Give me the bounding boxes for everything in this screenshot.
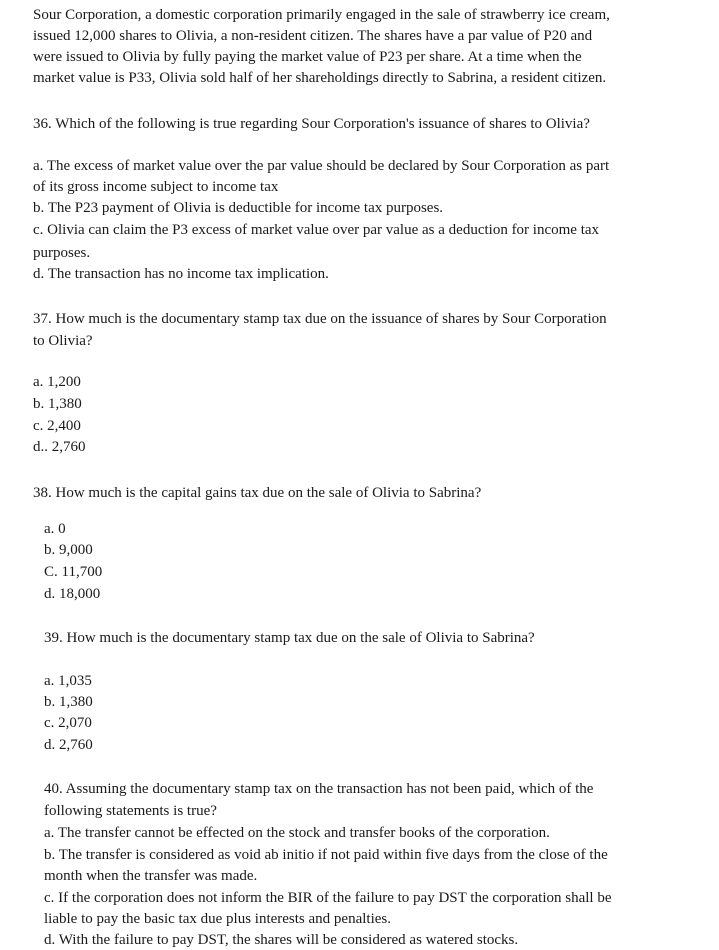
choice-line: c. 2,400 [33, 418, 81, 434]
choice-line: d. 18,000 [44, 586, 101, 602]
intro-line: issued 12,000 shares to Olivia, a non-resident citizen. The shares have a par value of P20 and [33, 28, 593, 44]
intro-line: market value is P33, Olivia sold half of her shareholdings directly to Sabrina, a resident citizen. [33, 70, 607, 86]
question-text: following statements is true? [44, 803, 217, 819]
question-text: 37. How much is the documentary stamp tax due on the issuance of shares by Sour Corporation [33, 311, 607, 327]
question-text: 39. How much is the documentary stamp tax due on the sale of Olivia to Sabrina? [44, 630, 535, 646]
choice-line: a. The excess of market value over the par value should be declared by Sour Corporation as part [33, 158, 610, 174]
question-text: 38. How much is the capital gains tax due on the sale of Olivia to Sabrina? [33, 485, 482, 501]
intro-line: were issued to Olivia by fully paying the market value of P23 per share. At a time when the [33, 49, 582, 65]
choice-line: d. With the failure to pay DST, the shares will be considered as watered stocks. [44, 932, 519, 948]
choice-line: c. 2,070 [44, 715, 92, 731]
choice-line: d. The transaction has no income tax implication. [33, 266, 329, 282]
choice-line: a. 0 [44, 521, 66, 537]
choice-line: C. 11,700 [44, 564, 103, 580]
choice-line: c. Olivia can claim the P3 excess of market value over par value as a deduction for income tax [33, 222, 600, 238]
choice-line: a. The transfer cannot be effected on the stock and transfer books of the corporation. [44, 825, 550, 841]
choice-line: of its gross income subject to income tax [33, 179, 279, 195]
choice-line: month when the transfer was made. [44, 868, 258, 884]
intro-line: Sour Corporation, a domestic corporation primarily engaged in the sale of strawberry ice cream, [33, 7, 610, 23]
choice-line: a. 1,035 [44, 673, 92, 689]
choice-line: b. 9,000 [44, 542, 93, 558]
choice-line: b. 1,380 [44, 694, 93, 710]
choice-line: purposes. [33, 245, 91, 261]
choice-line: c. If the corporation does not inform the BIR of the failure to pay DST the corporation shall be [44, 890, 612, 906]
question-text: to Olivia? [33, 333, 93, 349]
question-text: 40. Assuming the documentary stamp tax on the transaction has not been paid, which of the [44, 781, 594, 797]
choice-line: b. The transfer is considered as void ab initio if not paid within five days from the close of the [44, 847, 608, 863]
choice-line: d. 2,760 [44, 737, 93, 753]
choice-line: liable to pay the basic tax due plus interests and penalties. [44, 911, 391, 927]
choice-line: b. 1,380 [33, 396, 82, 412]
question-text: 36. Which of the following is true regarding Sour Corporation's issuance of shares to Olivia? [33, 116, 590, 132]
choice-line: a. 1,200 [33, 374, 81, 390]
choice-line: d.. 2,760 [33, 439, 86, 455]
choice-line: b. The P23 payment of Olivia is deductible for income tax purposes. [33, 200, 444, 216]
